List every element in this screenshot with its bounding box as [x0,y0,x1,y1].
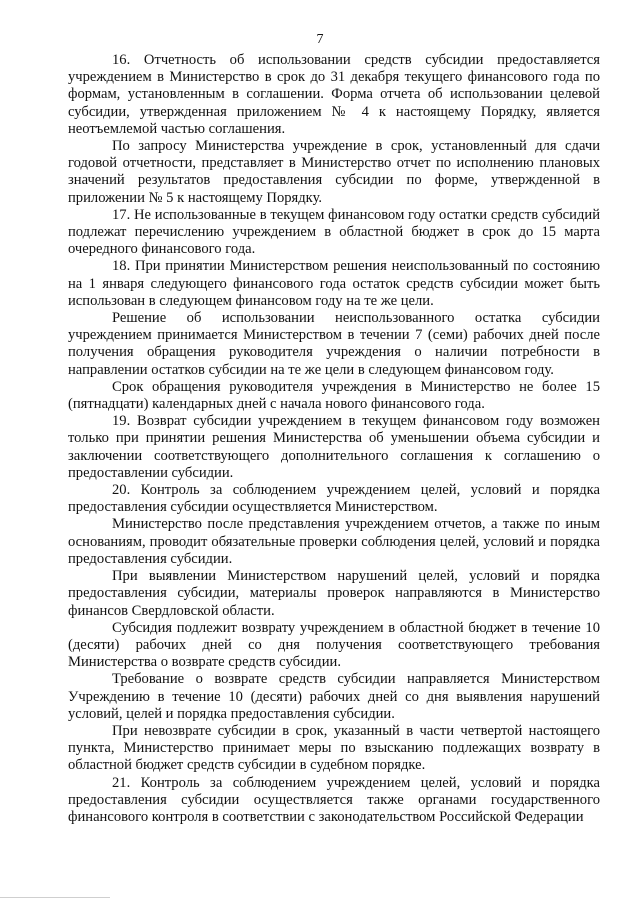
paragraph-18-decision: Решение об использовании неиспользованного остатка субсидии учреждением принимается Министерством в течении 7 (семи) рабочих дней после получения обращения руководителя учреждения о наличии потребности в направлении остатков субсидии на те же цели в следующем финансовом году. [68,310,600,378]
paragraph-20: 20. Контроль за соблюдением учреждением целей, условий и порядка предоставления субсидии осуществляется Министерством. [68,482,600,516]
paragraph-18-deadline: Срок обращения руководителя учреждения в Министерство не более 15 (пятнадцати) календарных дней с начала нового финансового года. [68,378,600,413]
page-number: 7 [316,32,324,47]
document-body [68,52,600,826]
paragraph-20-enforcement: При невозврате субсидии в срок, указанный в части четвертой настоящего пункта, Министерство принимает меры по взысканию подлежащих возврату в областной бюджет средств субсидии в судебном порядке. [68,722,600,774]
paragraph-20-violations: При выявлении Министерством нарушений целей, условий и порядка предоставления субсидии, материалы проверок направляются в Министерство финансов Свердловской области. [68,568,600,619]
footer-rule [0,897,110,898]
paragraph-19: 19. Возврат субсидии учреждением в текущем финансовом году возможен только при принятии решения Министерства об уменьшении объема субсидии и заключении соответствующего дополнительного соглашения к соглашению о предоставлении субсидии. [68,413,600,481]
paragraph-20-refund-request: Требование о возврате средств субсидии направляется Министерством Учреждению в течение 10 (десяти) рабочих дней со дня выявления нарушений условий, целей и порядка предоставления субсидии. [68,671,600,722]
paragraph-16-request: По запросу Министерства учреждение в срок, установленный для сдачи годовой отчетности, представляет в Министерство отчет по исполнению плановых значений результатов предоставления субсидии по форме, утвержденной в приложении № 5 к настоящему Порядку. [68,138,600,206]
paragraph-18: 18. При принятии Министерством решения неиспользованный по состоянию на 1 января следующего финансового года остаток средств субсидии может быть использован в следующем финансовом году на те же цели. [68,258,600,309]
paragraph-20-inspections: Министерство после представления учреждением отчетов, а также по иным основаниям, проводит обязательные проверки соблюдения целей, условий и порядка предоставления субсидии. [68,516,600,567]
paragraph-17: 17. Не использованные в текущем финансовом году остатки средств субсидий подлежат перечислению учреждением в областной бюджет в срок до 15 марта очередного финансового года. [68,206,600,258]
paragraph-21: 21. Контроль за соблюдением учреждением целей, условий и порядка предоставления субсидии осуществляется также органами государственного финансового контроля в соответствии с законодательством Российской Федерации [68,774,600,825]
paragraph-16: 16. Отчетность об использовании средств субсидии предоставляется учреждением в Министерство в срок до 31 декабря текущего финансового года по формам, установленным в соглашении. Форма отчета об использовании целевой субсидии, утвержденная приложением № 4 к настоящему Порядку, является неотъемлемой частью соглашения. [68,52,600,137]
paragraph-20-refund: Субсидия подлежит возврату учреждением в областной бюджет в течение 10 (десяти) рабочих дней со дня получения соответствующего требования Министерства о возврате средств субсидии. [68,619,600,671]
